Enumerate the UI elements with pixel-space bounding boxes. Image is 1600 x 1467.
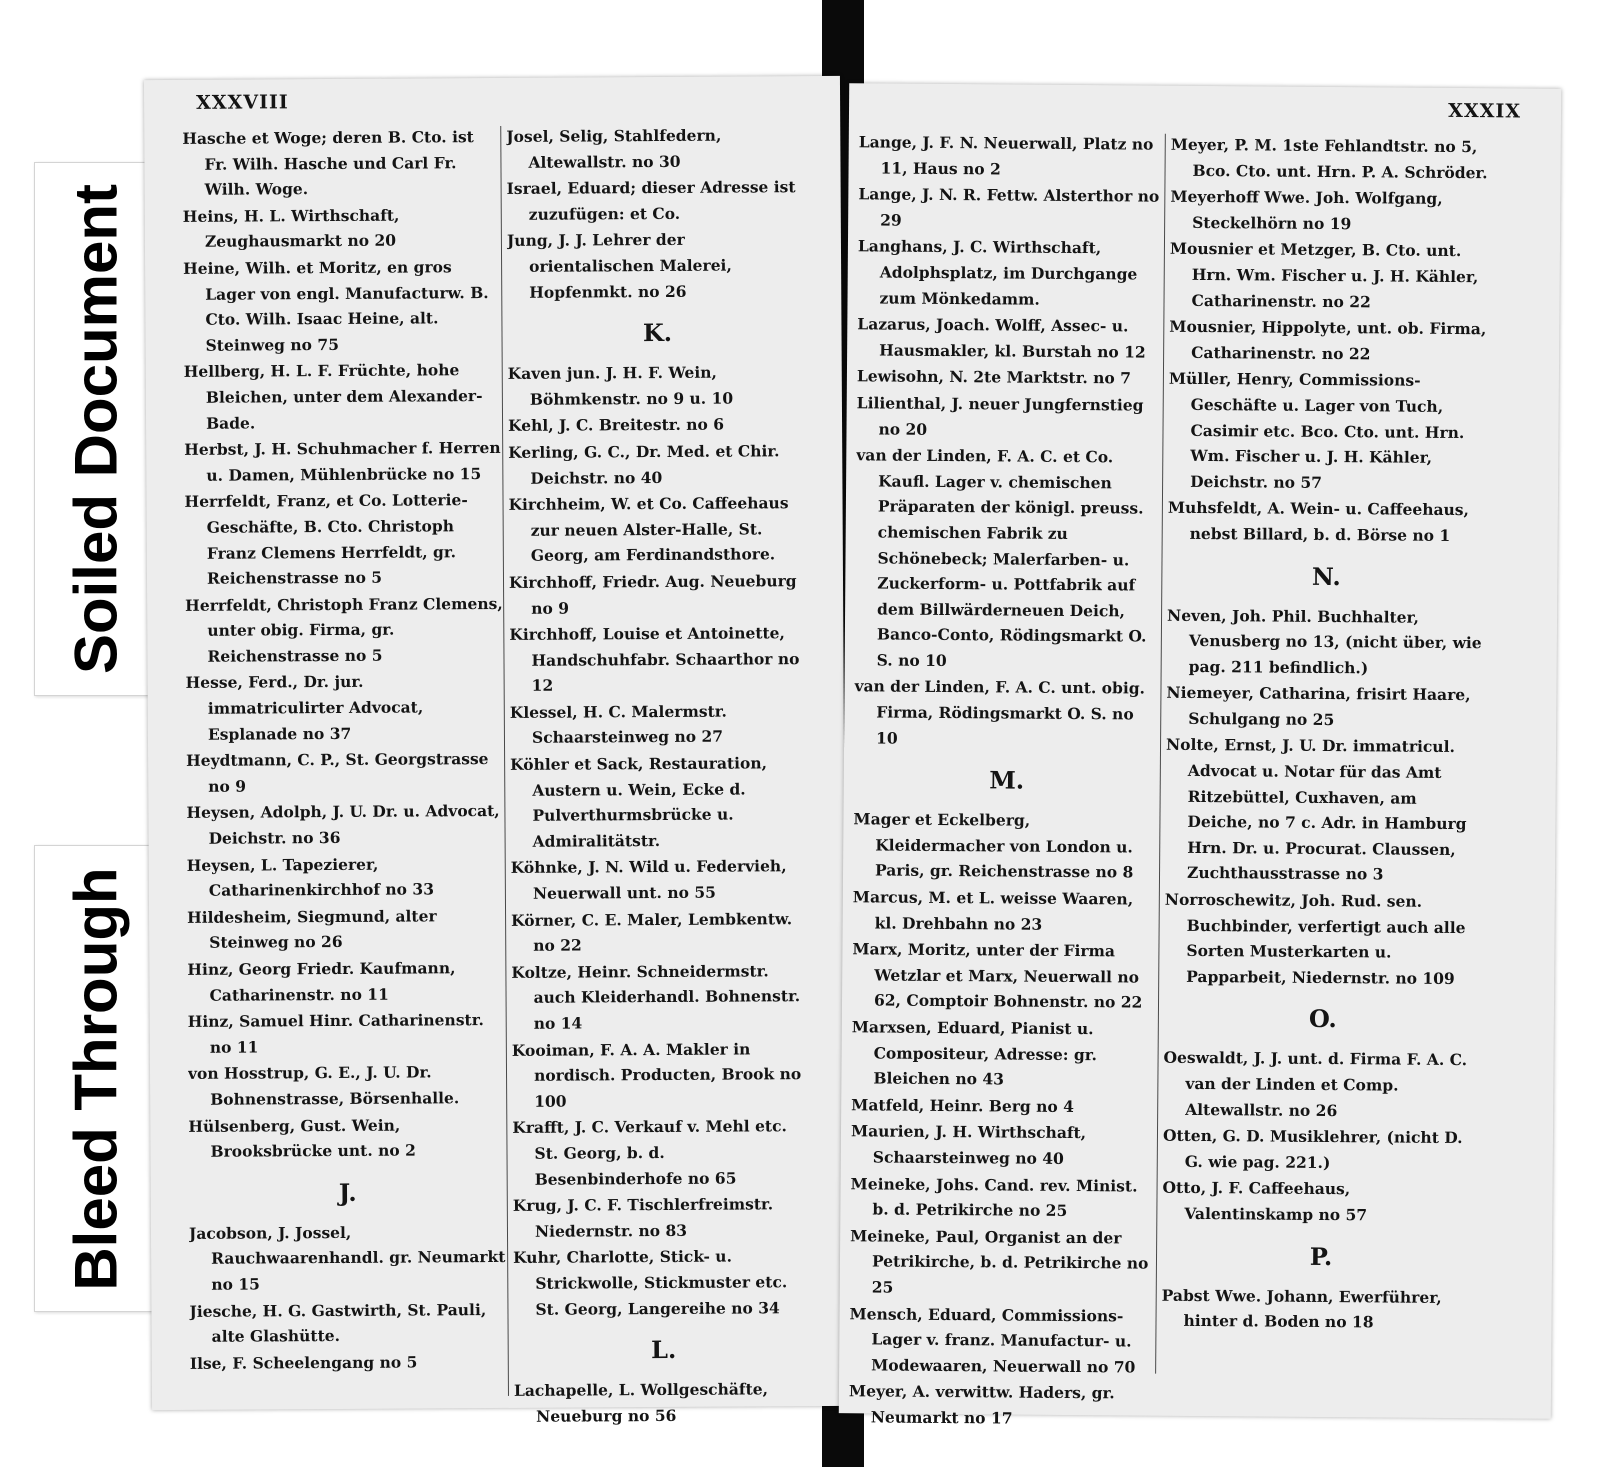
entry-list: [189, 1219, 508, 1377]
bleed-through-label: Bleed Through: [62, 866, 130, 1291]
directory-entry: Marcus, M. et L. weisse Waaren, kl. Drehbahn no 23: [852, 887, 1134, 934]
directory-entry: Kuhr, Charlotte, Stick- u. Strickwolle, Stickmuster etc. St. Georg, Langereihe no 34: [513, 1246, 788, 1319]
directory-entry: Neven, Joh. Phil. Buchhalter, Venusberg no 13, (nicht über, wie pag. 211 befindlich.): [1166, 605, 1482, 678]
directory-entry: Meineke, Paul, Organist an der Petrikirche, b. d. Petrikirche no 25: [850, 1226, 1149, 1297]
left-folio: XXXVIII: [196, 91, 289, 114]
directory-entry: Mousnier et Metzger, B. Cto. unt. Hrn. Wm. Fischer u. J. H. Kähler, Catharinenstr. no 22: [1169, 239, 1479, 311]
directory-entry: Jung, J. J. Lehrer der orientalischen Malerei, Hopfenmkt. no 26: [506, 230, 732, 302]
directory-entry: Meyerhoff Wwe. Joh. Wolfgang, Steckelhörn no 19: [1170, 186, 1443, 233]
directory-entry: Krug, J. C. F. Tischlerfreimstr. Niedernstr. no 83: [512, 1194, 774, 1241]
directory-entry: Heins, H. L. Wirthschaft, Zeughausmarkt no 20: [182, 205, 400, 252]
section-letter-m: M.: [989, 765, 1025, 795]
right-folio: XXXIX: [1448, 99, 1522, 123]
entry-list: [854, 129, 1165, 753]
directory-entry: Mager et Eckelberg, Kleidermacher von London u. Paris, gr. Reichenstrasse no 8: [853, 809, 1134, 882]
left-column-1: [182, 124, 508, 1377]
directory-entry: Otten, G. D. Musiklehrer, (nicht D. G. wie pag. 221.): [1162, 1125, 1463, 1172]
right-column-2: [1161, 132, 1488, 1337]
section-letter-o: O.: [1308, 1004, 1337, 1034]
section-letter-n: N.: [1311, 561, 1341, 591]
directory-entry: Maurien, J. H. Wirthschaft, Schaarsteinweg no 40: [850, 1121, 1087, 1168]
directory-entry: Koltze, Heinr. Schneidermstr. auch Kleiderhandl. Bohnenstr. no 14: [511, 961, 801, 1033]
directory-entry: Meyer, A. verwittw. Haders, gr. Neumarkt no 17: [848, 1381, 1115, 1428]
directory-entry: Mousnier, Hippolyte, unt. ob. Firma, Catharinenstr. no 22: [1169, 316, 1487, 364]
directory-entry: Langhans, J. C. Wirthschaft, Adolphsplatz, im Durchgange zum Mönkedamm.: [857, 236, 1138, 309]
directory-entry: Jiesche, H. G. Gastwirth, St. Pauli, alte Glashütte.: [189, 1299, 487, 1346]
section-letter-l: L.: [650, 1335, 677, 1365]
directory-entry: Hesse, Ferd., Dr. jur. immatriculirter Advocat, Esplanade no 37: [185, 672, 424, 744]
entry-list: [1162, 1045, 1481, 1229]
directory-entry: Lange, J. F. N. Neuerwall, Platz no 11, Haus no 2: [858, 132, 1154, 179]
entry-list: [1161, 1282, 1479, 1336]
directory-entry: Hellberg, H. L. F. Früchte, hohe Bleichen, unter dem Alexander-Bade.: [183, 360, 483, 433]
directory-entry: Herrfeldt, Christoph Franz Clemens, unter obig. Firma, gr. Reichenstrasse no 5: [185, 593, 503, 666]
directory-entry: Hülsenberg, Gust. Wein, Brooksbrücke unt. no 2: [188, 1115, 416, 1161]
soiled-document-tab: [34, 162, 158, 696]
directory-entry: Pabst Wwe. Johann, Ewerführer, hinter d. Boden no 18: [1161, 1285, 1442, 1332]
directory-entry: Oeswaldt, J. J. unt. d. Firma F. A. C. van der Linden et Comp. Altewallstr. no 26: [1163, 1048, 1468, 1120]
directory-entry: Heine, Wilh. et Moritz, en gros Lager von engl. Manufacturw. B. Cto. Wilh. Isaac Heine, alt. Steinweg no 75: [183, 257, 489, 355]
directory-entry: Jacobson, J. Jossel, Rauchwaarenhandl. gr. Neumarkt no 15: [188, 1222, 506, 1294]
entry-list: [182, 124, 506, 1165]
directory-entry: Mensch, Eduard, Commissions-Lager v. franz. Manufactur- u. Modewaaren, Neuerwall no 70: [849, 1303, 1136, 1377]
section-letter-j: J.: [338, 1177, 357, 1207]
directory-entry: Niemeyer, Catharina, frisirt Haare, Schulgang no 25: [1166, 683, 1471, 729]
section-letter-k: K.: [642, 318, 673, 348]
directory-entry: Israel, Eduard; dieser Adresse ist zuzufügen: et Co.: [506, 177, 796, 224]
entry-list: [514, 1376, 814, 1429]
directory-entry: Körner, C. E. Maler, Lembkentw. no 22: [511, 908, 793, 955]
directory-entry: Herbst, J. H. Schuhmacher f. Herren u. Damen, Mühlenbrücke no 15: [184, 438, 501, 485]
directory-entry: Otto, J. F. Caffeehaus, Valentinskamp no 57: [1162, 1178, 1368, 1225]
directory-entry: Heydtmann, C. P., St. Georgstrasse no 9: [186, 749, 489, 796]
directory-entry: Matfeld, Heinr. Berg no 4: [851, 1095, 1075, 1116]
directory-entry: Ilse, F. Scheelengang no 5: [189, 1352, 418, 1373]
directory-entry: Klessel, H. C. Malermstr. Schaarsteinweg no 27: [509, 701, 727, 748]
directory-entry: van der Linden, F. A. C. et Co. Kaufl. Lager v. chemischen Präparaten der königl. preuss. chemischen Fabrik zu Schönebeck; Malerfarben- u. Zuckerform- u. Pottfabrik auf dem Billwärderneuen Deich, Banco-Conto, Rödingsmarkt O. S. no 10: [856, 445, 1147, 670]
soiled-document-label: Soiled Document: [62, 183, 130, 675]
directory-entry: Müller, Henry, Commissions-Geschäfte u. Lager von Tuch, Casimir etc. Bco. Cto. unt. Hrn. Wm. Fischer u. J. H. Kähler, Deichstr. no 57: [1168, 369, 1465, 492]
directory-entry: Meyer, P. M. 1ste Fehlandtstr. no 5, Bco. Cto. unt. Hrn. P. A. Schröder.: [1170, 134, 1488, 182]
section-letter-p: P.: [1309, 1241, 1333, 1271]
directory-entry: Lachapelle, L. Wollgeschäfte, Neueburg no 56: [513, 1379, 769, 1426]
entry-list: [506, 122, 807, 305]
entry-list: [849, 807, 1160, 1433]
directory-entry: Marxsen, Eduard, Pianist u. Compositeur, Adresse: gr. Bleichen no 43: [851, 1017, 1097, 1089]
directory-entry: Kooiman, F. A. A. Makler in nordisch. Producten, Brook no 100: [511, 1039, 802, 1111]
directory-entry: Muhsfeldt, A. Wein- u. Caffeehaus, nebst Billard, b. d. Börse no 1: [1167, 498, 1470, 545]
directory-entry: Hildesheim, Siegmund, alter Steinweg no 26: [187, 906, 437, 953]
directory-entry: Kirchheim, W. et Co. Caffeehaus zur neuen Alster-Halle, St. Georg, am Ferdinandsthore.: [508, 493, 789, 566]
directory-entry: Kirchhoff, Friedr. Aug. Neueburg no 9: [508, 571, 797, 618]
directory-entry: Herrfeldt, Franz, et Co. Lotterie-Geschäfte, B. Cto. Christoph Franz Clemens Herrfeldt, gr. Reichenstrasse no 5: [184, 490, 468, 588]
entry-list: [1168, 132, 1489, 549]
directory-entry: Kerling, G. C., Dr. Med. et Chir. Deichstr. no 40: [508, 441, 780, 488]
directory-entry: Lilienthal, J. neuer Jungfernstieg no 20: [856, 393, 1144, 439]
directory-entry: Lewisohn, N. 2te Marktstr. no 7: [856, 366, 1132, 388]
directory-entry: Meineke, Johs. Cand. rev. Minist. b. d. Petrikirche no 25: [850, 1173, 1138, 1221]
directory-entry: Josel, Selig, Stahlfedern, Altewallstr. no 30: [506, 125, 722, 172]
directory-entry: Hasche et Woge; deren B. Cto. ist Fr. Wilh. Hasche und Carl Fr. Wilh. Woge.: [182, 127, 474, 199]
directory-entry: Kehl, J. C. Breitestr. no 6: [508, 414, 725, 436]
directory-entry: Lange, J. N. R. Fettw. Alsterthor no 29: [858, 184, 1160, 230]
directory-entry: Köhler et Sack, Restauration, Austern u. Wein, Ecke d. Pulverthurmsbrücke u. Admiralitätstr.: [510, 753, 768, 851]
directory-entry: Krafft, J. C. Verkauf v. Mehl etc. St. Georg, b. d. Besenbinderhofe no 65: [512, 1116, 787, 1189]
directory-entry: Norroschewitz, Joh. Rud. sen. Buchbinder, verfertigt auch alle Sorten Musterkarten u. Papparbeit, Niedernstr. no 109: [1164, 889, 1466, 988]
directory-entry: Hinz, Georg Friedr. Kaufmann, Catharinenstr. no 11: [187, 958, 456, 1005]
entry-list: [1164, 602, 1485, 991]
directory-entry: Lazarus, Joach. Wolff, Assec- u. Hausmakler, kl. Burstah no 12: [857, 314, 1146, 362]
directory-entry: Marx, Moritz, unter der Firma Wetzlar et Marx, Neuerwall no 62, Comptoir Bohnenstr. no 22: [852, 939, 1143, 1012]
right-page: [839, 83, 1561, 1428]
directory-entry: Heysen, Adolph, J. U. Dr. u. Advocat, Deichstr. no 36: [186, 801, 500, 848]
directory-entry: van der Linden, F. A. C. unt. obig. Firma, Rödingsmarkt O. S. no 10: [854, 676, 1146, 748]
directory-entry: Kirchhoff, Louise et Antoinette, Handschuhfabr. Schaarthor no 12: [509, 623, 800, 696]
entry-list: [508, 359, 814, 1322]
directory-entry: Köhnke, J. N. Wild u. Federvieh, Neuerwall unt. no 55: [510, 856, 787, 903]
bleed-through-tab: [34, 845, 158, 1312]
directory-entry: von Hosstrup, G. E., J. U. Dr. Bohnenstrasse, Börsenhalle.: [187, 1062, 460, 1109]
directory-entry: Hinz, Samuel Hinr. Catharinenstr. no 11: [187, 1010, 484, 1057]
left-page: [144, 76, 848, 1426]
right-column-1: [849, 129, 1165, 1433]
left-column-2: [506, 122, 814, 1430]
directory-entry: Heysen, L. Tapezierer, Catharinenkirchhof no 33: [186, 854, 435, 900]
directory-entry: Kaven jun. J. H. F. Wein, Böhmkenstr. no 9 u. 10: [507, 362, 734, 409]
directory-entry: Nolte, Ernst, J. U. Dr. immatricul. Advocat u. Notar für das Amt Ritzebüttel, Cuxhaven, am Deiche, no 7 c. Adr. in Hamburg Hrn. Dr. u. Procurat. Claussen, Zuchthausstrasse no 3: [1165, 735, 1467, 884]
